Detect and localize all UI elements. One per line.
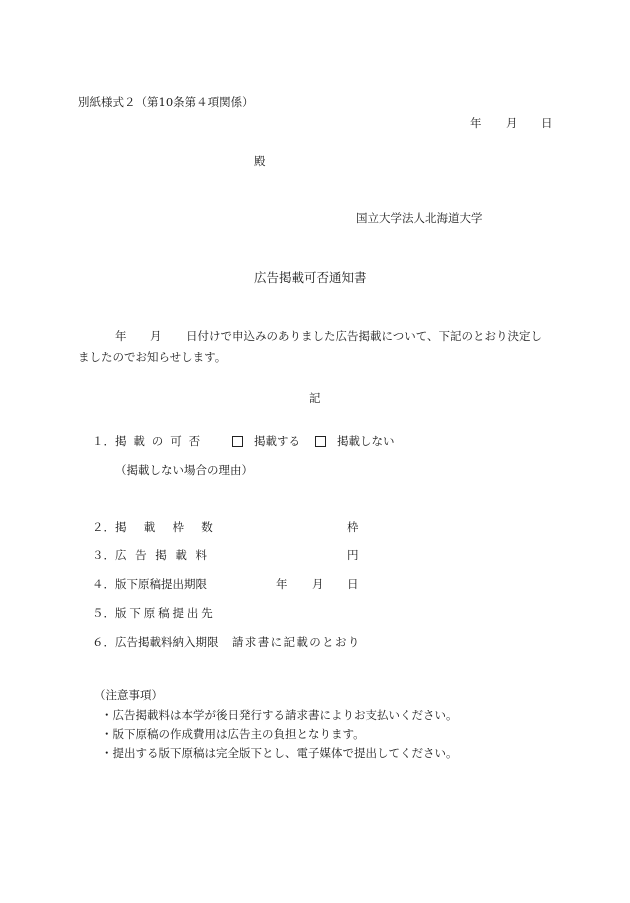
document-title: 広告掲載可否通知書	[254, 270, 367, 285]
item3-unit: 円	[347, 548, 359, 562]
item5-number: ５．	[92, 606, 115, 620]
date-month: 月	[506, 116, 518, 130]
date-year: 年	[470, 116, 482, 130]
item3-number: ３．	[92, 548, 115, 562]
sender-name: 国立大学法人北海道大学	[356, 211, 483, 225]
item6-number: ６．	[92, 635, 115, 649]
ki-marker: 記	[309, 391, 321, 405]
item4-label: 版下原稿提出期限	[115, 577, 207, 591]
body-year: 年	[115, 329, 127, 343]
approve-label: 掲載する	[254, 434, 300, 448]
note-item: ・提出する版下原稿は完全版下とし、電子媒体で提出してください。	[101, 746, 458, 760]
item2-unit: 枠	[347, 520, 359, 534]
note-item: ・広告掲載料は本学が後日発行する請求書によりお支払いください。	[101, 708, 458, 722]
body-line2: ましたのでお知らせします。	[78, 350, 227, 364]
approve-checkbox[interactable]	[232, 436, 243, 447]
item6-label: 広告掲載料納入期限	[115, 635, 219, 649]
body-line1: 日付けで申込みのありました広告掲載について、下記のとおり決定し	[186, 329, 543, 343]
item4-day: 日	[347, 577, 359, 591]
reason-label: （掲載しない場合の理由）	[115, 463, 253, 477]
item6-value: 請求書に記載のとおり	[232, 635, 361, 649]
reject-checkbox[interactable]	[315, 436, 326, 447]
reject-label: 掲載しない	[337, 434, 395, 448]
item2-number: ２．	[92, 520, 115, 534]
item4-month: 月	[312, 577, 324, 591]
body-month: 月	[150, 329, 162, 343]
item1-number: １．	[92, 434, 115, 448]
item2-label: 掲載枠数	[115, 520, 230, 534]
item4-number: ４．	[92, 577, 115, 591]
item1-label: 掲載の可否	[115, 434, 207, 448]
item4-year: 年	[276, 577, 288, 591]
date-day: 日	[541, 116, 553, 130]
item3-label: 広告掲載料	[115, 548, 216, 562]
note-item: ・版下原稿の作成費用は広告主の負担となります。	[101, 727, 365, 741]
addressee-suffix: 殿	[254, 154, 266, 168]
form-label: 別紙様式２（第10条第４項関係）	[78, 95, 254, 109]
notes-heading: （注意事項）	[94, 688, 163, 702]
item5-label: 版下原稿提出先	[115, 606, 216, 620]
